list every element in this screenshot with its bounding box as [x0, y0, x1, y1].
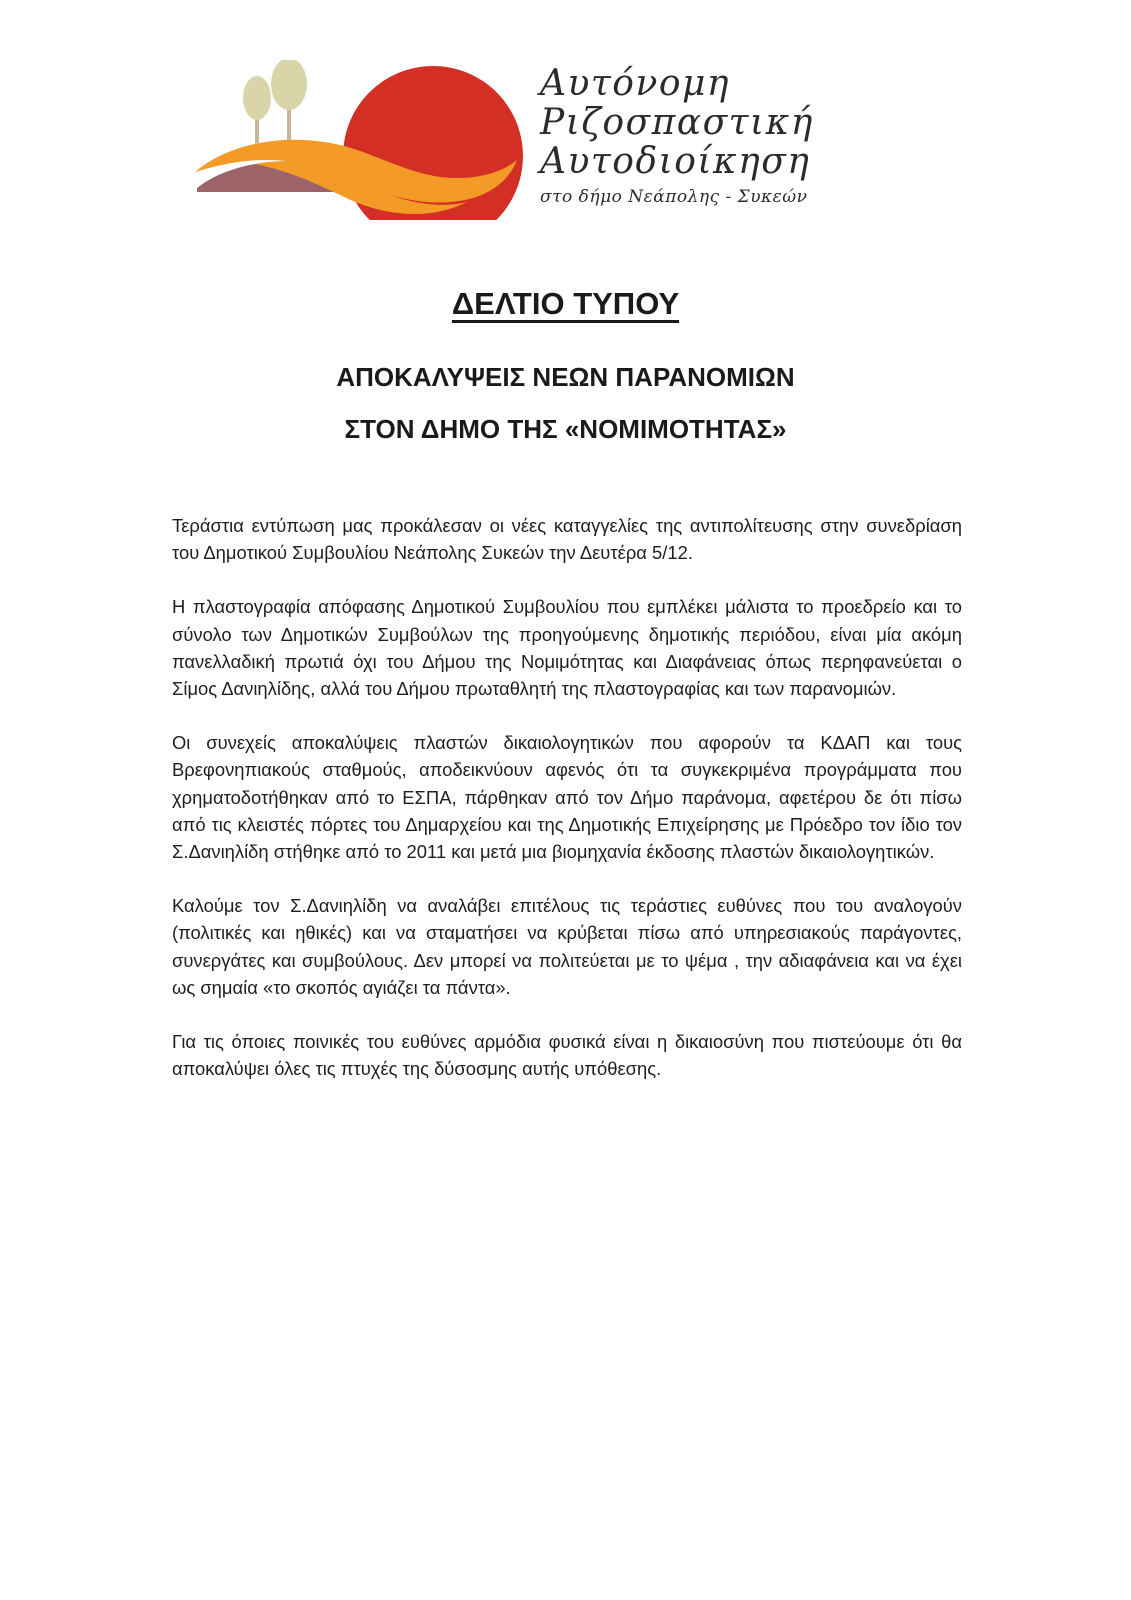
- logo-line-3: Αυτοδιοίκηση: [540, 141, 811, 182]
- paragraph: Καλούμε τον Σ.Δανιηλίδη να αναλάβει επιτέλους τις τεράστιες ευθύνες που του αναλογούν (πολιτικές και ηθικές) και να σταματήσει να κρύβεται πίσω από υπηρεσιακούς παράγοντες, συνεργάτες και συμβούλους. Δεν μπορεί να πολιτεύεται με το ψέμα , την αδιαφάνεια και να έχει ως σημαία «το σκοπός αγιάζει τα πάντα».: [172, 895, 962, 998]
- sun-hills-logo-icon: [195, 60, 535, 220]
- logo-wordmark: [540, 64, 840, 209]
- document-body: [172, 512, 962, 1082]
- logo-subtitle: στο δήμο Νεάπολης - Συκεών: [540, 187, 808, 207]
- headline-line-1: ΑΠΟΚΑΛΥΨΕΙΣ ΝΕΩΝ ΠΑΡΑΝΟΜΙΩΝ: [336, 362, 795, 392]
- paragraph: Τεράστια εντύπωση μας προκάλεσαν οι νέες καταγγελίες της αντιπολίτευσης στην συνεδρίαση του Δημοτικού Συμβουλίου Νεάπολης Συκεών την Δευτέρα 5/12.: [172, 515, 962, 564]
- document-title: ΔΕΛΤΙΟ ΤΥΠΟΥ: [451, 286, 680, 321]
- logo-tree-crown-2: [271, 60, 307, 110]
- paragraph: Για τις όποιες ποινικές του ευθύνες αρμόδια φυσικά είναι η δικαιοσύνη που πιστεύουμε ότι θα αποκαλύψει όλες τις πτυχές της δύσοσμης αυτής υπόθεσης.: [172, 1031, 962, 1080]
- logo-line-1: Αυτόνομη: [540, 63, 730, 104]
- paragraph: Η πλαστογραφία απόφασης Δημοτικού Συμβουλίου που εμπλέκει μάλιστα το προεδρείο και το σύνολο των Δημοτικών Συμβούλων της προηγούμενης δημοτικής περιόδου, είναι μία ακόμη πανελλαδική πρωτιά όχι του Δήμου της Νομιμότητας και Διαφάνειας όπως περηφανεύεται ο Σίμος Δανιηλίδης, αλλά του Δήμου πρωταθλητή της πλαστογραφίας και των παρανομιών.: [172, 596, 962, 700]
- logo-tree-crown-1: [243, 76, 271, 120]
- organization-logo: [195, 60, 835, 220]
- paragraph: Οι συνεχείς αποκαλύψεις πλαστών δικαιολογητικών που αφορούν τα ΚΔΑΠ και τους Βρεφονηπιακούς σταθμούς, αποδεικνύουν αφενός ότι τα συγκεκριμένα προγράμματα που χρηματοδοτήθηκαν από το ΕΣΠΑ, πάρθηκαν από τον Δήμο παράνομα, αφετέρου δε ότι πίσω από τις κλειστές πόρτες του Δημαρχείου και της Δημοτικής Επιχείρησης με Πρόεδρο τον ίδιο τον Σ.Δανιηλίδη στήθηκε από το 2011 και μετά μια βιομηχανία έκδοσης πλαστών δικαιολογητικών.: [172, 732, 962, 863]
- logo-line-2: Ριζοσπαστική: [540, 102, 814, 143]
- headline-line-2: ΣΤΟΝ ΔΗΜΟ ΤΗΣ «ΝΟΜΙΜΟΤΗΤΑΣ»: [344, 414, 787, 444]
